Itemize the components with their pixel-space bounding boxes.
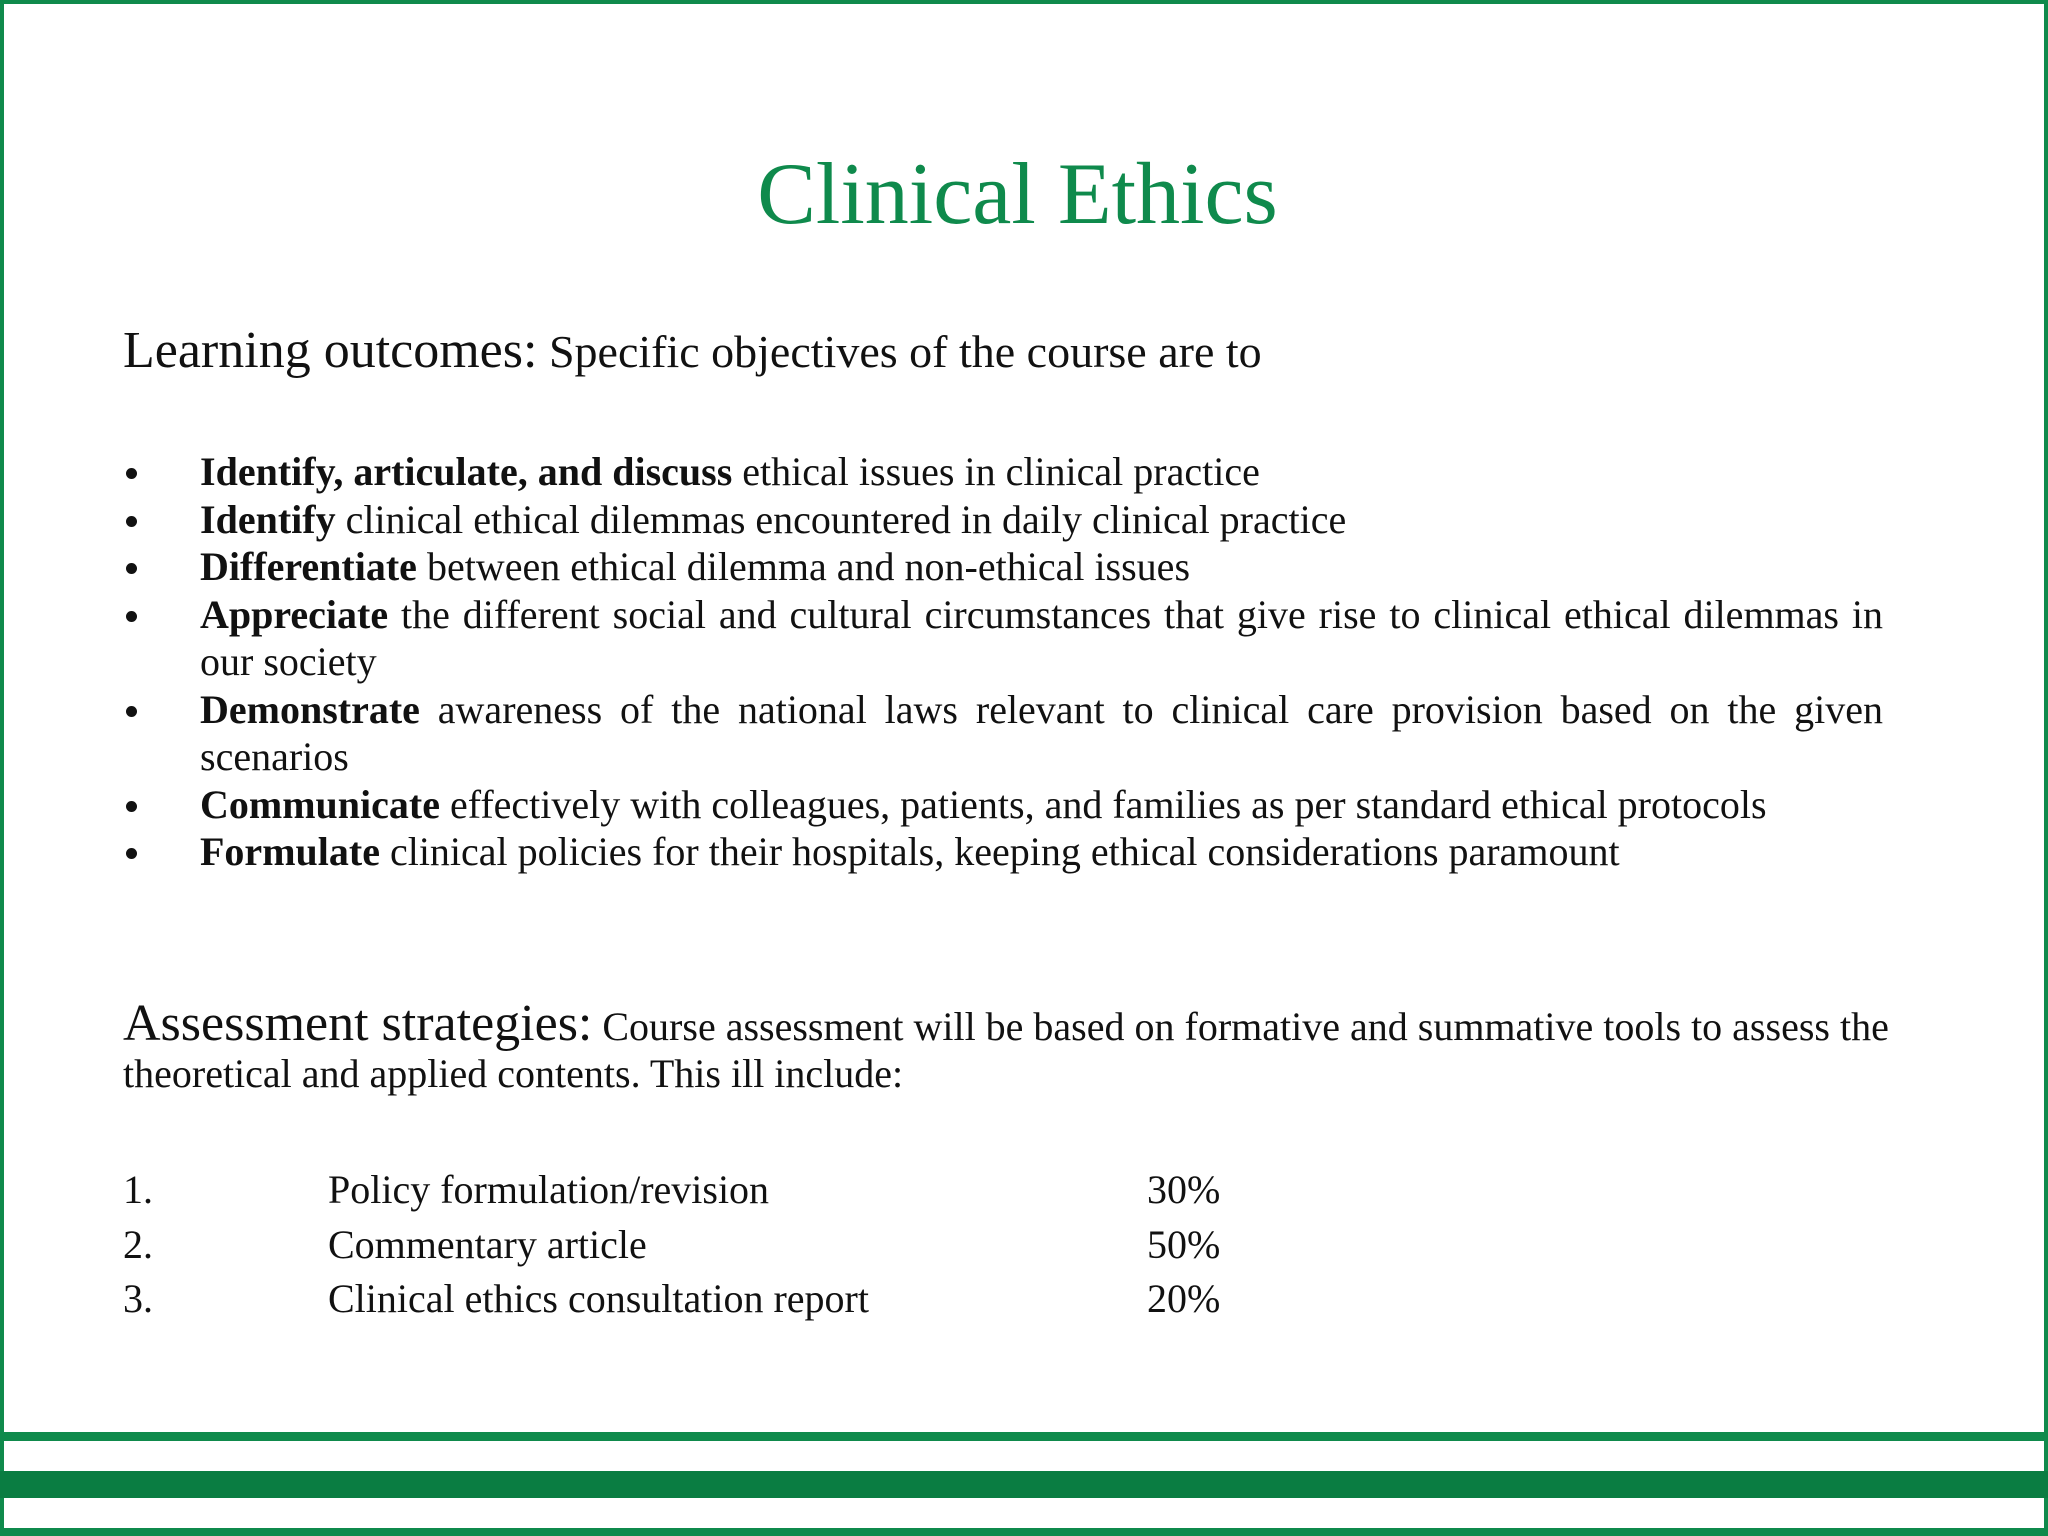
assessment-weight: 50% xyxy=(1147,1221,1221,1267)
list-item xyxy=(123,496,1883,544)
outcome-verb: Differentiate xyxy=(200,544,417,589)
list-item xyxy=(123,448,1883,496)
bullet-icon xyxy=(126,706,137,717)
page-title: Clinical Ethics xyxy=(757,146,1278,243)
assessment-item: Policy formulation/revision xyxy=(328,1167,770,1212)
list-item xyxy=(123,686,1883,781)
bullet-icon xyxy=(126,848,137,859)
bullet-icon xyxy=(126,468,137,479)
outcome-verb: Formulate xyxy=(200,829,380,874)
assessment-item: Clinical ethics consultation report xyxy=(328,1276,869,1321)
outcome-verb: Identify, articulate, and discuss xyxy=(200,449,733,494)
bullet-icon xyxy=(126,563,137,574)
learning-outcomes-label: Learning outcomes: xyxy=(123,322,538,379)
assessment-label: Assessment strategies: xyxy=(123,995,593,1052)
outcome-text: the different social and cultural circumstances that give rise to clinical ethical dilemmas in our society xyxy=(200,591,1883,684)
outcome-verb: Appreciate xyxy=(200,591,389,637)
assessment-weight: 30% xyxy=(1147,1167,1221,1212)
assessment-number: 1. xyxy=(123,1167,153,1212)
footer-border-bottom xyxy=(0,1528,2048,1536)
outcome-text: between ethical dilemma and non-ethical issues xyxy=(416,544,1191,589)
footer-divider-thin xyxy=(0,1432,2048,1441)
list-item xyxy=(123,591,1883,686)
list-item xyxy=(123,828,1883,876)
list-item xyxy=(123,781,1883,829)
outcome-text: clinical ethical dilemmas encountered in daily clinical practice xyxy=(335,496,1347,542)
footer-divider-thick xyxy=(0,1471,2048,1498)
assessment-item: Commentary article xyxy=(328,1221,647,1267)
outcome-text: ethical issues in clinical practice xyxy=(732,449,1260,494)
assessment-number: 3. xyxy=(123,1276,153,1321)
assessment-intro: Course assessment will be based on formative and summative tools to assess the theoretical and applied contents. This ill include: xyxy=(123,1004,1889,1096)
outcome-verb: Identify xyxy=(200,496,336,542)
assessment-paragraph xyxy=(123,995,1893,1097)
outcome-verb: Communicate xyxy=(200,781,440,827)
outcome-text: effectively with colleagues, patients, and families as per standard ethical protocols xyxy=(439,781,1767,827)
learning-outcomes-heading xyxy=(123,318,1262,385)
bullet-icon xyxy=(126,801,137,812)
bullet-icon xyxy=(126,516,137,527)
list-item xyxy=(123,543,1883,591)
assessment-number: 2. xyxy=(123,1221,153,1267)
learning-outcomes-intro: Specific objectives of the course are to xyxy=(537,326,1262,377)
bullet-icon xyxy=(126,611,137,622)
learning-outcomes-list xyxy=(123,448,1883,876)
outcome-text: clinical policies for their hospitals, keeping ethical considerations paramount xyxy=(379,829,1620,874)
outcome-verb: Demonstrate xyxy=(200,686,420,732)
assessment-weight: 20% xyxy=(1147,1276,1221,1321)
outcome-text: awareness of the national laws relevant to clinical care provision based on the given scenarios xyxy=(200,686,1883,779)
